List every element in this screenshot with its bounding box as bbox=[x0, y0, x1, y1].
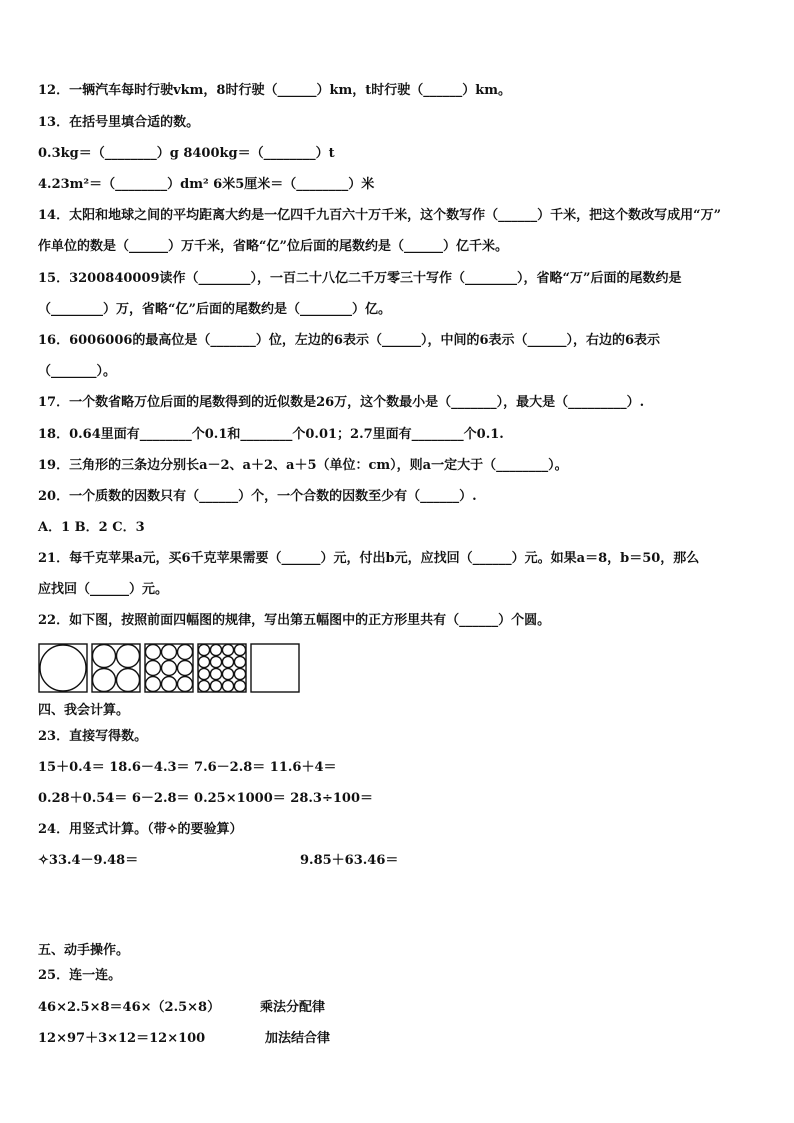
q13-line-a: 0.3kg＝（________）g 8400kg＝（________）t bbox=[38, 146, 335, 161]
section-4-heading: 四、我会计算。 bbox=[38, 703, 130, 718]
pattern-square-5-empty bbox=[251, 644, 299, 692]
section-5-heading: 五、动手操作。 bbox=[38, 943, 130, 958]
q14-line-b: 作单位的数是（______）万千米，省略“亿”位后面的尾数约是（______）亿千米。 bbox=[38, 239, 508, 254]
q15-line-a: 15．3200840009读作（________），一百二十八亿二千万零三十写作（________），省略“万”后面的尾数约是 bbox=[38, 271, 682, 286]
q25-left-b: 12×97＋3×12＝12×100 bbox=[38, 1031, 206, 1046]
q20-text: 20．一个质数的因数只有（______）个，一个合数的因数至少有（______）. bbox=[38, 489, 477, 504]
q13-line-b: 4.23m²＝（________）dm² 6米5厘米＝（________）米 bbox=[38, 177, 375, 192]
pattern-circle bbox=[40, 645, 86, 691]
pattern-square-1 bbox=[39, 644, 87, 692]
q15-line-b: （________）万，省略“亿”后面的尾数约是（________）亿。 bbox=[38, 302, 391, 317]
q12-text: 12．一辆汽车每时行驶vkm，8时行驶（______）km，t时行驶（______）km。 bbox=[38, 83, 511, 98]
q13-text: 13．在括号里填合适的数。 bbox=[38, 115, 200, 130]
q21-line-a: 21．每千克苹果a元，买6千克苹果需要（______）元，付出b元，应找回（______）元。如果a＝8，b＝50，那么 bbox=[38, 551, 700, 566]
q25-text: 25．连一连。 bbox=[38, 968, 122, 983]
q25-right-a: 乘法分配律 bbox=[260, 1000, 326, 1015]
q21-line-b: 应找回（______）元。 bbox=[38, 582, 169, 597]
q24-problem-b: 9.85＋63.46＝ bbox=[300, 853, 399, 868]
q19-text: 19．三角形的三条边分别长a－2、a＋2、a＋5（单位：cm），则a一定大于（________）。 bbox=[38, 458, 568, 473]
circle-pattern-figures bbox=[38, 643, 300, 695]
q23-text: 23．直接写得数。 bbox=[38, 729, 148, 744]
q23-line-a: 15＋0.4＝ 18.6－4.3＝ 7.6－2.8＝ 11.6＋4＝ bbox=[38, 760, 337, 775]
pattern-square-3 bbox=[145, 644, 193, 692]
q24-text: 24．用竖式计算。（带✧的要验算） bbox=[38, 822, 243, 837]
q16-line-a: 16．6006006的最高位是（_______）位，左边的6表示（______），中间的6表示（______），右边的6表示 bbox=[38, 333, 661, 348]
q17-text: 17．一个数省略万位后面的尾数得到的近似数是26万，这个数最小是（_______），最大是（_________）. bbox=[38, 395, 645, 410]
q14-line-a: 14．太阳和地球之间的平均距离大约是一亿四千九百六十万千米，这个数写作（______）千米，把这个数改写成用“万” bbox=[38, 208, 722, 223]
q16-line-b: （_______）。 bbox=[38, 364, 117, 379]
q18-text: 18．0.64里面有________个0.1和________个0.01；2.7里面有________个0.1. bbox=[38, 427, 504, 442]
pattern-svg bbox=[38, 643, 300, 695]
q20-options: A．1 B．2 C．3 bbox=[38, 520, 145, 535]
q25-right-b: 加法结合律 bbox=[265, 1031, 331, 1046]
q22-text: 22．如下图，按照前面四幅图的规律，写出第五幅图中的正方形里共有（______）个圆。 bbox=[38, 613, 551, 628]
q24-problem-a: ✧33.4－9.48＝ bbox=[38, 853, 139, 868]
q25-left-a: 46×2.5×8＝46×（2.5×8） bbox=[38, 1000, 221, 1015]
pattern-square-2 bbox=[92, 644, 140, 692]
q23-line-b: 0.28＋0.54＝ 6－2.8＝ 0.25×1000＝ 28.3÷100＝ bbox=[38, 791, 373, 806]
